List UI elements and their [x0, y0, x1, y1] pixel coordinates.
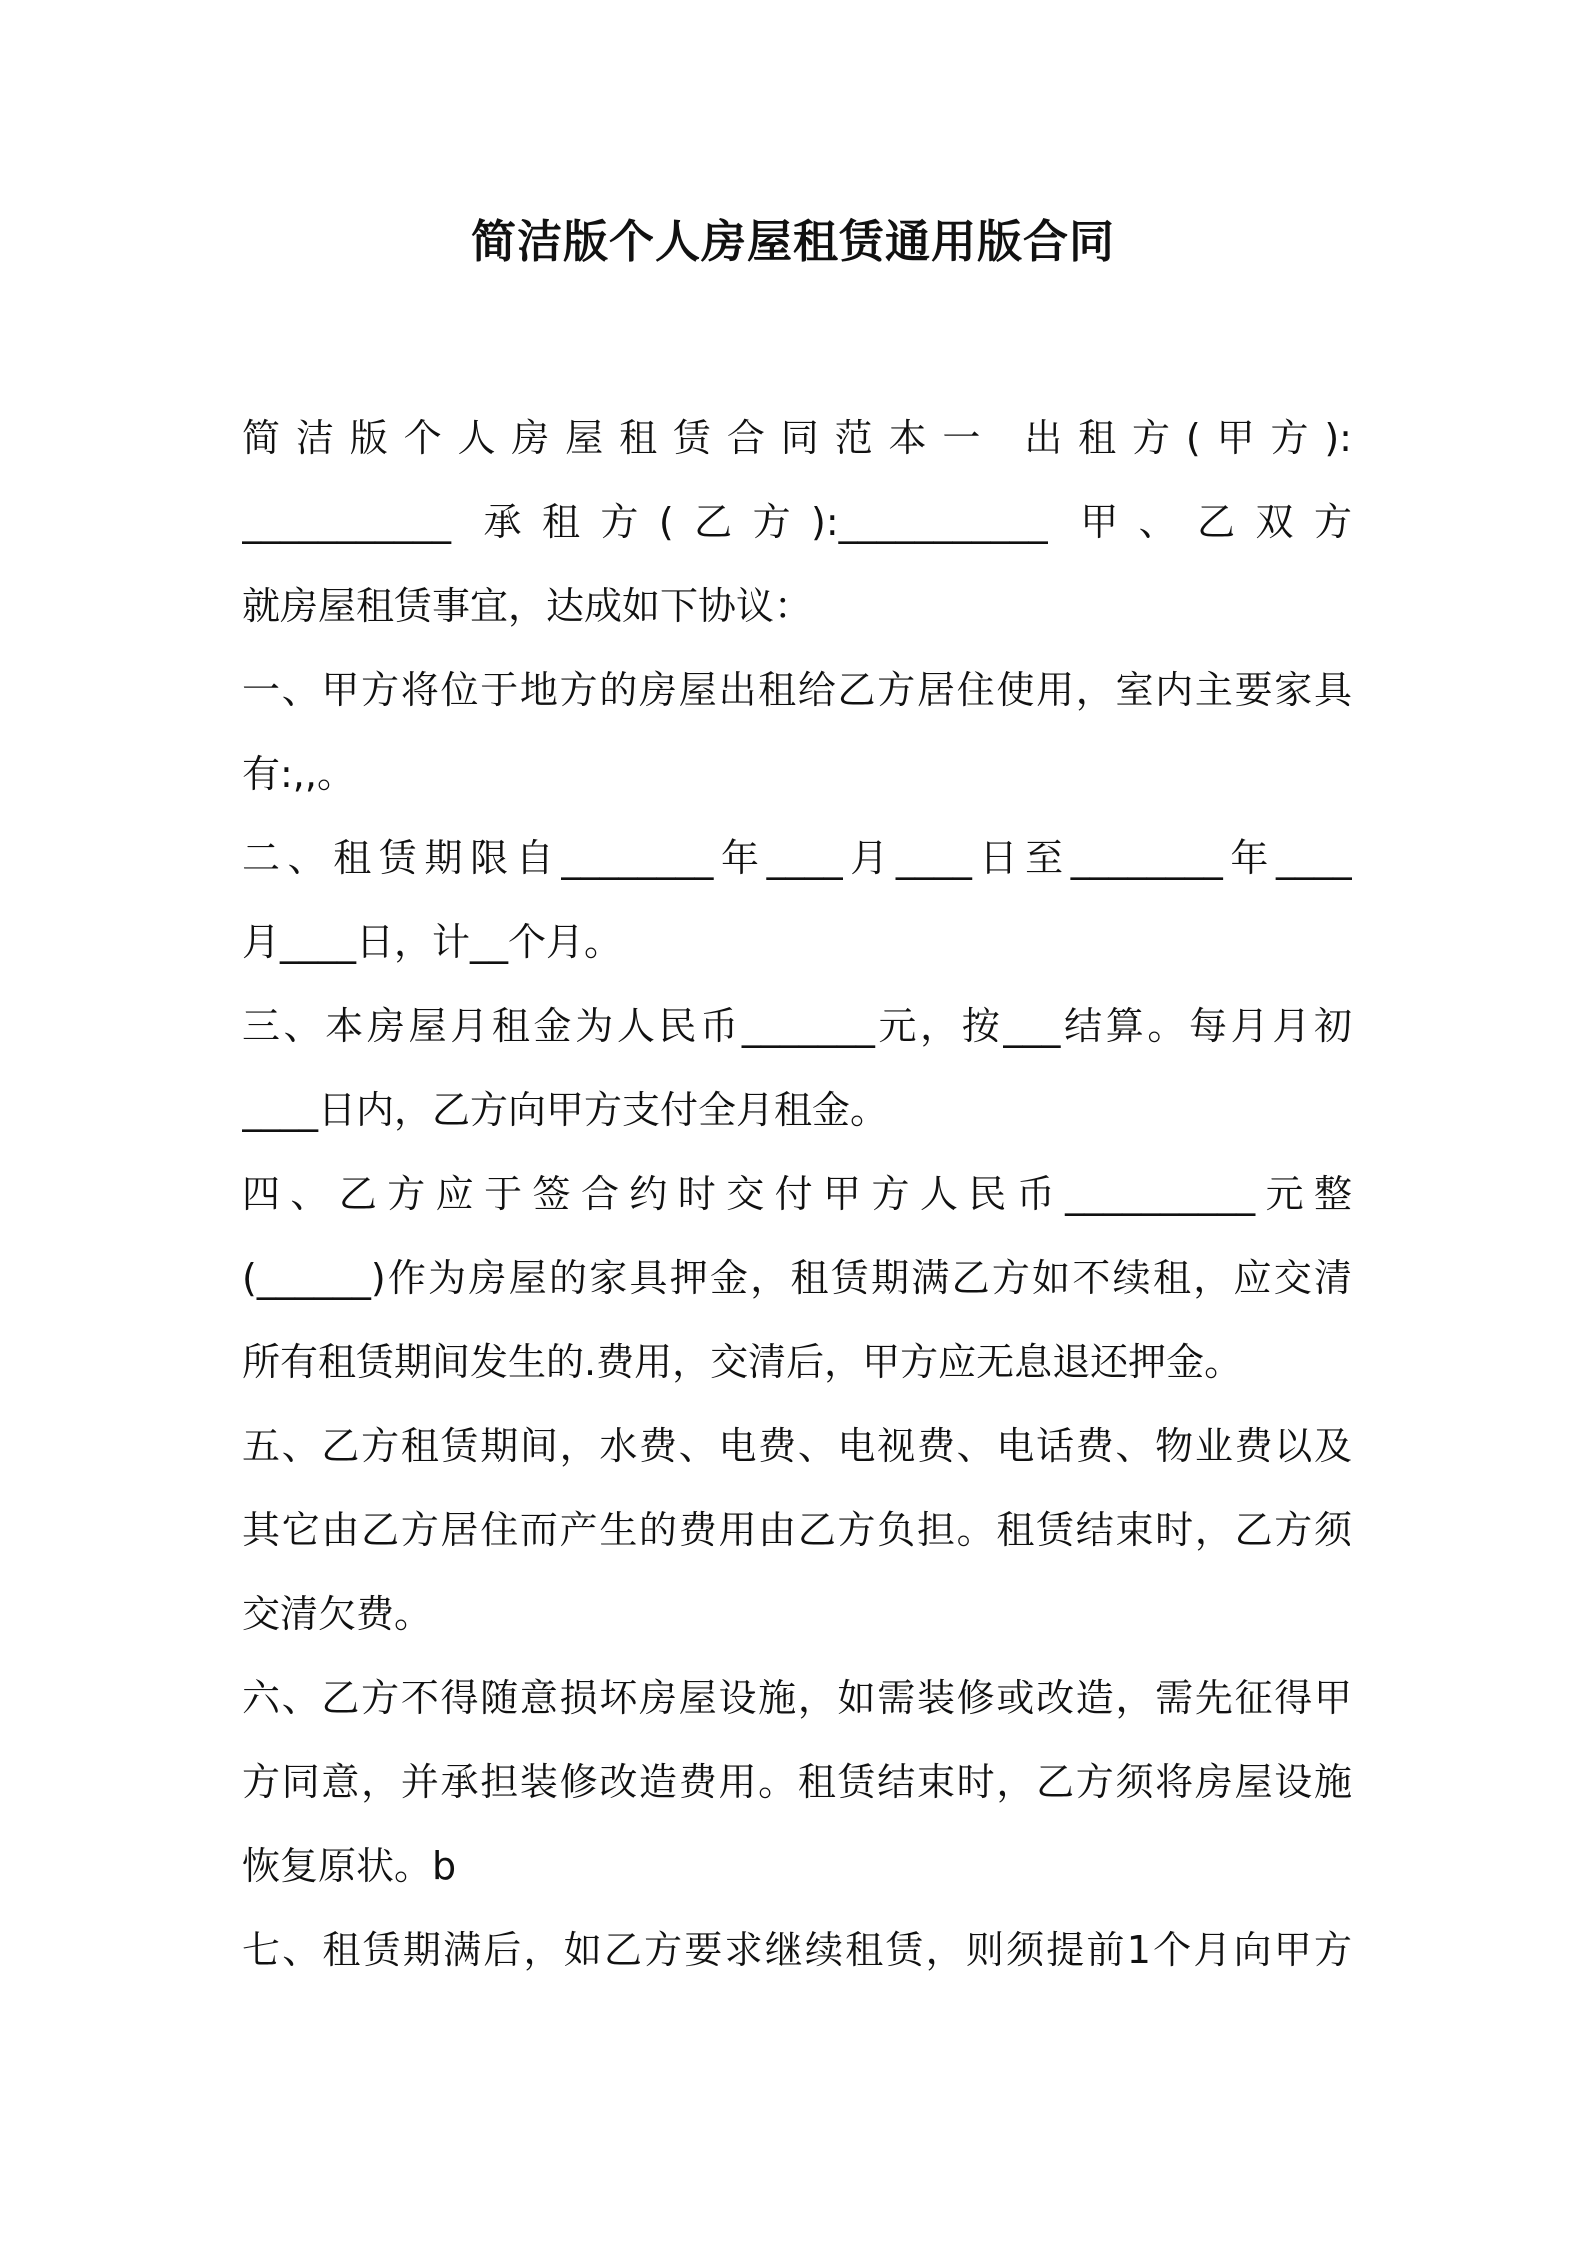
body-line: 七、租赁期满后，如乙方要求继续租赁，则须提前1个月向甲方 [242, 1928, 1352, 1972]
body-line: 五、乙方租赁期间，水费、电费、电视费、电话费、物业费以及 [242, 1424, 1352, 1468]
body-line: 其它由乙方居住而产生的费用由乙方负担。租赁结束时，乙方须 [242, 1508, 1352, 1552]
body-line: 二、租赁期限自________年____月____日至________年____ [242, 836, 1352, 880]
body-line: ___________ 承租方(乙方):___________ 甲、乙双方 [242, 500, 1352, 544]
body-line: 交清欠费。 [242, 1592, 433, 1636]
body-line: 方同意，并承担装修改造费用。租赁结束时，乙方须将房屋设施 [242, 1760, 1352, 1804]
body-line: 就房屋租赁事宜，达成如下协议： [242, 584, 813, 628]
body-line: (______)作为房屋的家具押金，租赁期满乙方如不续租，应交清 [242, 1256, 1352, 1300]
body-line: 简洁版个人房屋租赁合同范本一 出租方(甲方): [242, 416, 1352, 460]
body-line: 一、甲方将位于地方的房屋出租给乙方居住使用，室内主要家具 [242, 668, 1352, 712]
body-line: 恢复原状。b [242, 1844, 457, 1888]
body-line: 三、本房屋月租金为人民币_______元，按___结算。每月月初 [242, 1004, 1352, 1048]
body-line: 四、乙方应于签合约时交付甲方人民币__________元整 [242, 1172, 1352, 1216]
document-title: 简洁版个人房屋租赁通用版合同 [470, 215, 1115, 268]
body-line: 所有租赁期间发生的.费用，交清后，甲方应无息退还押金。 [242, 1340, 1243, 1384]
body-line: ____日内，乙方向甲方支付全月租金。 [242, 1088, 889, 1132]
body-line: 六、乙方不得随意损坏房屋设施，如需装修或改造，需先征得甲 [242, 1676, 1352, 1720]
body-line: 月____日，计__个月。 [242, 920, 623, 964]
body-line: 有:,,。 [242, 752, 355, 796]
